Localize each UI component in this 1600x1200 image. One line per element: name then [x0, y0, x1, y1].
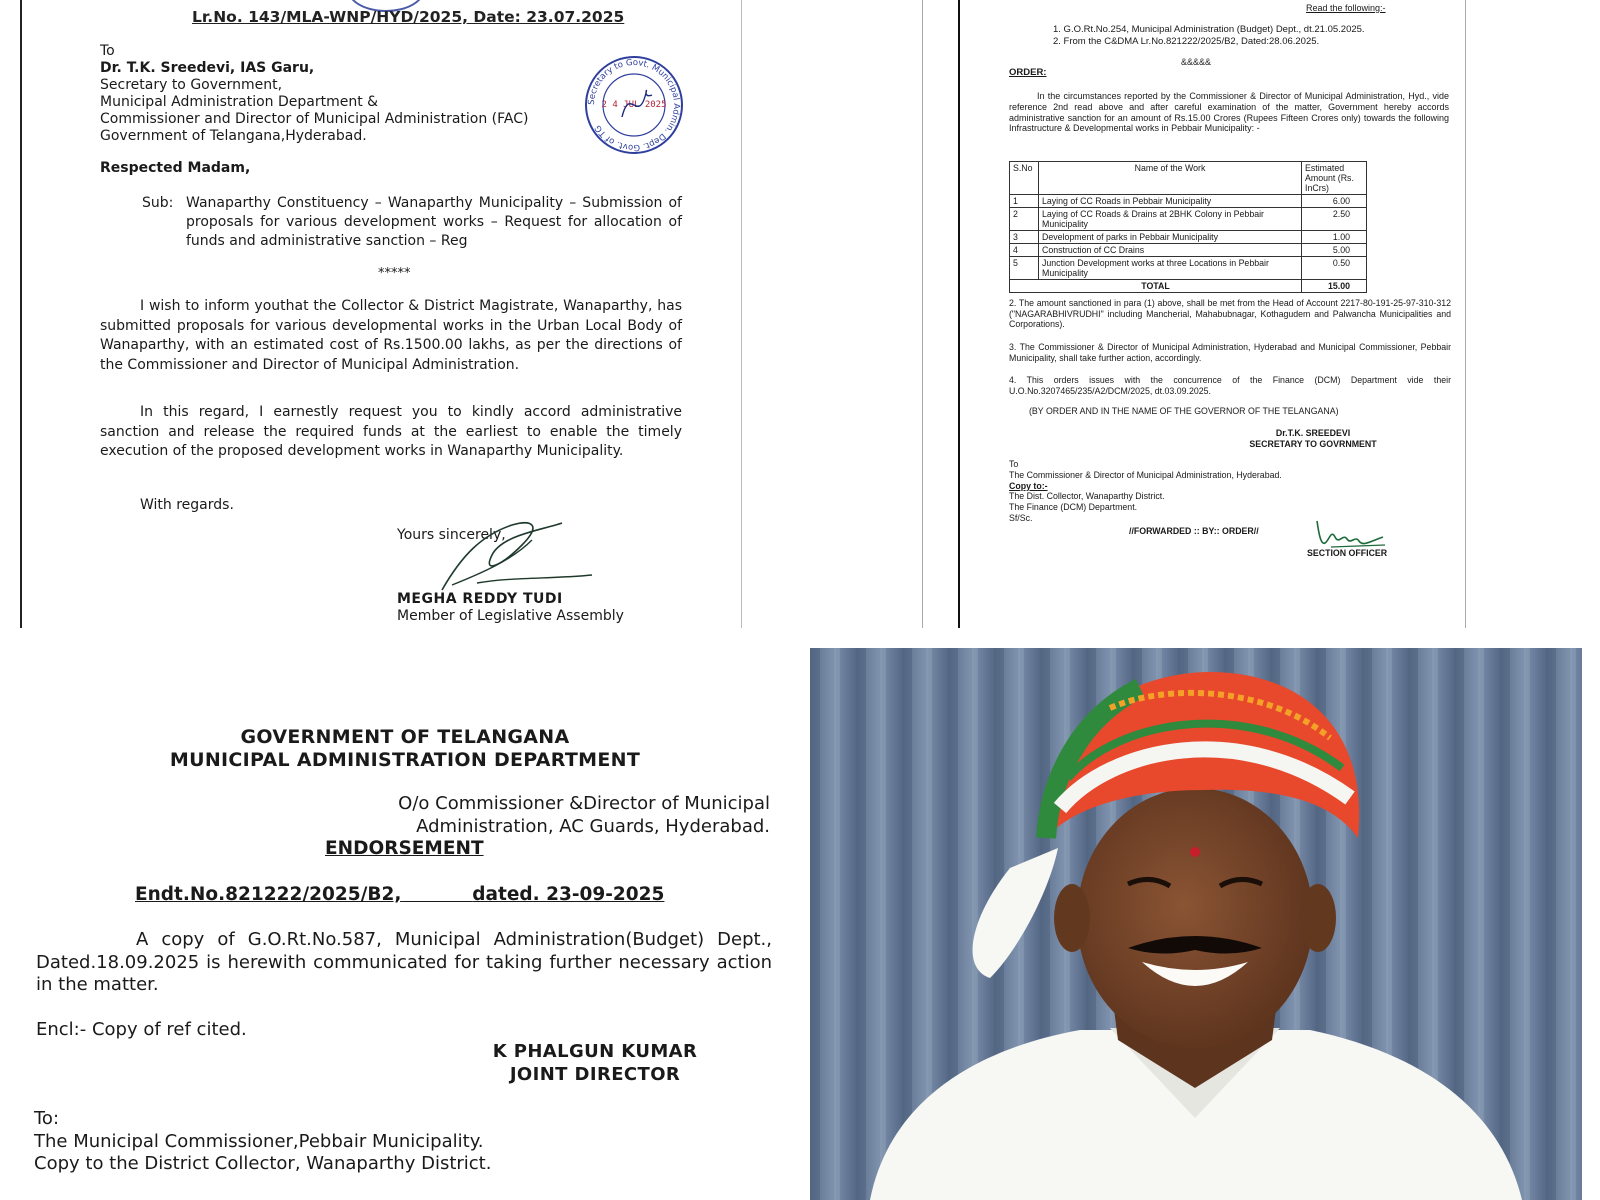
table-cell: Laying of CC Roads & Drains at 2BHK Colony in Pebbair Municipality: [1039, 208, 1302, 231]
secretary-stamp: [582, 55, 686, 155]
stamp-date: 2 4 JUL 2025: [601, 100, 667, 110]
order-paragraph-4: 4. This orders issues with the concurrence of the Finance (DCM) Department vide their U.O.No.3207465/235/A2/DCM/2025, dt.03.09.2025.: [1009, 375, 1451, 396]
table-row: [1010, 257, 1367, 280]
works-table: [1009, 161, 1367, 293]
officer-name: K PHALGUN KUMAR: [492, 1041, 698, 1062]
table-cell: 1.00: [1302, 231, 1367, 244]
table-cell: 1: [1010, 195, 1039, 208]
to-label: To: [1009, 459, 1019, 469]
addressee-line: Government of Telangana,Hyderabad.: [100, 128, 367, 144]
distribution-block: [1009, 459, 1282, 524]
table-cell: 6.00: [1302, 195, 1367, 208]
signer-designation: Member of Legislative Assembly: [397, 608, 624, 624]
read-following: Read the following:-: [1306, 3, 1386, 13]
table-cell: 5.00: [1302, 244, 1367, 257]
separator-stars: *****: [378, 266, 411, 281]
table-header: Name of the Work: [1039, 162, 1302, 195]
endorsement-body: A copy of G.O.Rt.No.587, Municipal Administration(Budget) Dept., Dated.18.09.2025 is herewith communicated for taking further necessary action in the matter.: [36, 929, 772, 995]
copy-line: The Dist. Collector, Wanaparthy District.: [1009, 491, 1165, 502]
table-row: [1010, 208, 1367, 231]
subject-label: Sub:: [142, 195, 174, 211]
office-address: [398, 792, 770, 838]
total-amount: 15.00: [1302, 280, 1367, 293]
dept-title: MUNICIPAL ADMINISTRATION DEPARTMENT: [169, 749, 641, 771]
to-line: The Municipal Commissioner,Pebbair Municipality.: [34, 1130, 484, 1152]
endorsement-number-line: [135, 884, 664, 905]
table-cell: 5: [1010, 257, 1039, 280]
endorsement-number: Endt.No.821222/2025/B2,: [135, 884, 402, 905]
separator: &&&&&: [1181, 57, 1212, 67]
yours-sincerely: Yours sincerely,: [397, 527, 506, 543]
addressee-line: Commissioner and Director of Municipal Administration (FAC): [100, 111, 529, 127]
stamp-text: Secretary to Govt. Municipal Admin. Dept. Govt. of TG: [586, 57, 682, 153]
letter-paragraph-2: In this regard, I earnestly request you to kindly accord administrative sanction and release the required funds at the earliest to enable the timely execution of the proposed development works in Wanaparthy Municipality.: [100, 404, 682, 459]
copy-line: Sf/Sc.: [1009, 512, 1033, 523]
order-paragraph-3: 3. The Commissioner & Director of Municipal Administration, Hyderabad and Municipal Commissioner, Pebbair Municipality, shall take further action, accordingly.: [1009, 342, 1451, 363]
margin-line: [958, 0, 960, 628]
officer-block: [480, 1041, 710, 1086]
addressee-line: Secretary to Government,: [100, 77, 283, 93]
table-row: [1010, 231, 1367, 244]
table-row: [1010, 195, 1367, 208]
table-row: [1010, 244, 1367, 257]
references: [1053, 24, 1365, 48]
order-paragraph: In the circumstances reported by the Commissioner & Director of Municipal Administration, Hyd., vide reference 2nd read above and after careful examination of the matter, Government hereby accords administrative sanction for an amount of Rs.15.00 Crores (Rupees Fifteen Crores only) towards the following Infrastructure & Developmental works in Pebbair Municipality: -: [1009, 91, 1449, 134]
reference-item: 2. From the C&DMA Lr.No.821222/2025/B2, Dated:28.06.2025.: [1053, 36, 1320, 47]
office-line: O/o Commissioner &Director of Municipal: [398, 793, 770, 814]
office-line: Administration, AC Guards, Hyderabad.: [416, 816, 770, 837]
copy-label: Copy to:-: [1009, 480, 1048, 491]
endorsement-date: dated. 23-09-2025: [472, 884, 665, 905]
signer-name: MEGHA REDDY TUDI: [397, 591, 563, 607]
table-cell: Development of parks in Pebbair Municipality: [1039, 231, 1302, 244]
table-cell: Junction Development works at three Locations in Pebbair Municipality: [1039, 257, 1302, 280]
addressee-line: Municipal Administration Department &: [100, 94, 379, 110]
governor-line: (BY ORDER AND IN THE NAME OF THE GOVERNOR OF THE TELANGANA): [1029, 406, 1339, 416]
addressee-block: [100, 43, 528, 145]
to-label: To:: [34, 1108, 60, 1129]
portrait-illustration: [810, 648, 1582, 1200]
total-label: TOTAL: [1010, 280, 1302, 293]
table-cell: Construction of CC Drains: [1039, 244, 1302, 257]
forwarded-line: //FORWARDED :: BY:: ORDER//: [1129, 526, 1259, 536]
closing: With regards.: [140, 497, 234, 513]
addressee-name: Dr. T.K. Sreedevi, IAS Garu,: [100, 60, 315, 76]
table-cell: 2: [1010, 208, 1039, 231]
portrait-photo: [810, 648, 1582, 1200]
table-header: Estimated Amount (Rs. InCrs): [1302, 162, 1367, 195]
secretary-title: SECRETARY TO GOVRNMENT: [1249, 439, 1377, 449]
order-paragraph-2: 2. The amount sanctioned in para (1) above, shall be met from the Head of Account 2217-80-191-25-97-310-312 ("NAGARABHIVRUDHI" including Mancherial, Mahabubnagar, Kothagudem and Palwancha Municipalities and Corporations).: [1009, 298, 1451, 329]
table-total-row: [1010, 280, 1367, 293]
table-cell: 0.50: [1302, 257, 1367, 280]
table-cell: Laying of CC Roads in Pebbair Municipality: [1039, 195, 1302, 208]
secretary-signature-block: [1223, 428, 1403, 450]
mla-letter: [20, 0, 742, 628]
officer-title: JOINT DIRECTOR: [509, 1063, 681, 1085]
reference-item: 1. G.O.Rt.No.254, Municipal Administration (Budget) Dept., dt.21.05.2025.: [1053, 24, 1365, 35]
enclosure: Encl:- Copy of ref cited.: [36, 1019, 247, 1040]
endorsement-heading: ENDORSEMENT: [325, 838, 484, 859]
secretary-name: Dr.T.K. SREEDEVI: [1275, 428, 1351, 438]
order-heading: ORDER:: [1009, 67, 1047, 78]
subject-block: [142, 194, 682, 251]
section-officer-label: SECTION OFFICER: [1307, 548, 1388, 558]
salutation: Respected Madam,: [100, 160, 251, 176]
to-line: The Commissioner & Director of Municipal Administration, Hyderabad.: [1009, 469, 1282, 480]
copy-line: Copy to the District Collector, Wanaparthy District.: [34, 1153, 492, 1174]
section-officer-signature: [1311, 515, 1391, 551]
copy-line: The Finance (DCM) Department.: [1009, 502, 1138, 513]
subject-text: Wanaparthy Constituency – Wanaparthy Municipality – Submission of proposals for various development works – Request for allocation of funds and administrative sanction – Reg: [186, 195, 682, 249]
table-cell: 2.50: [1302, 208, 1367, 231]
table-cell: 3: [1010, 231, 1039, 244]
letter-reference: Lr.No. 143/MLA-WNP/HYD/2025, Date: 23.07.2025: [192, 8, 625, 26]
endorsement-recipients: [34, 1108, 491, 1176]
table-header: S.No: [1010, 162, 1039, 195]
gov-title: GOVERNMENT OF TELANGANA: [240, 726, 570, 748]
government-order: [922, 0, 1466, 628]
letter-paragraph-1: I wish to inform youthat the Collector & District Magistrate, Wanaparthy, has submitted proposals for various developmental works in the Urban Local Body of Wanaparthy, with an estimated cost of Rs.1500.00 lakhs, as per the directions of the Commissioner and Director of Municipal Administration.: [100, 298, 682, 373]
to-label: To: [100, 43, 115, 59]
table-cell: 4: [1010, 244, 1039, 257]
mla-signature: [422, 515, 602, 600]
